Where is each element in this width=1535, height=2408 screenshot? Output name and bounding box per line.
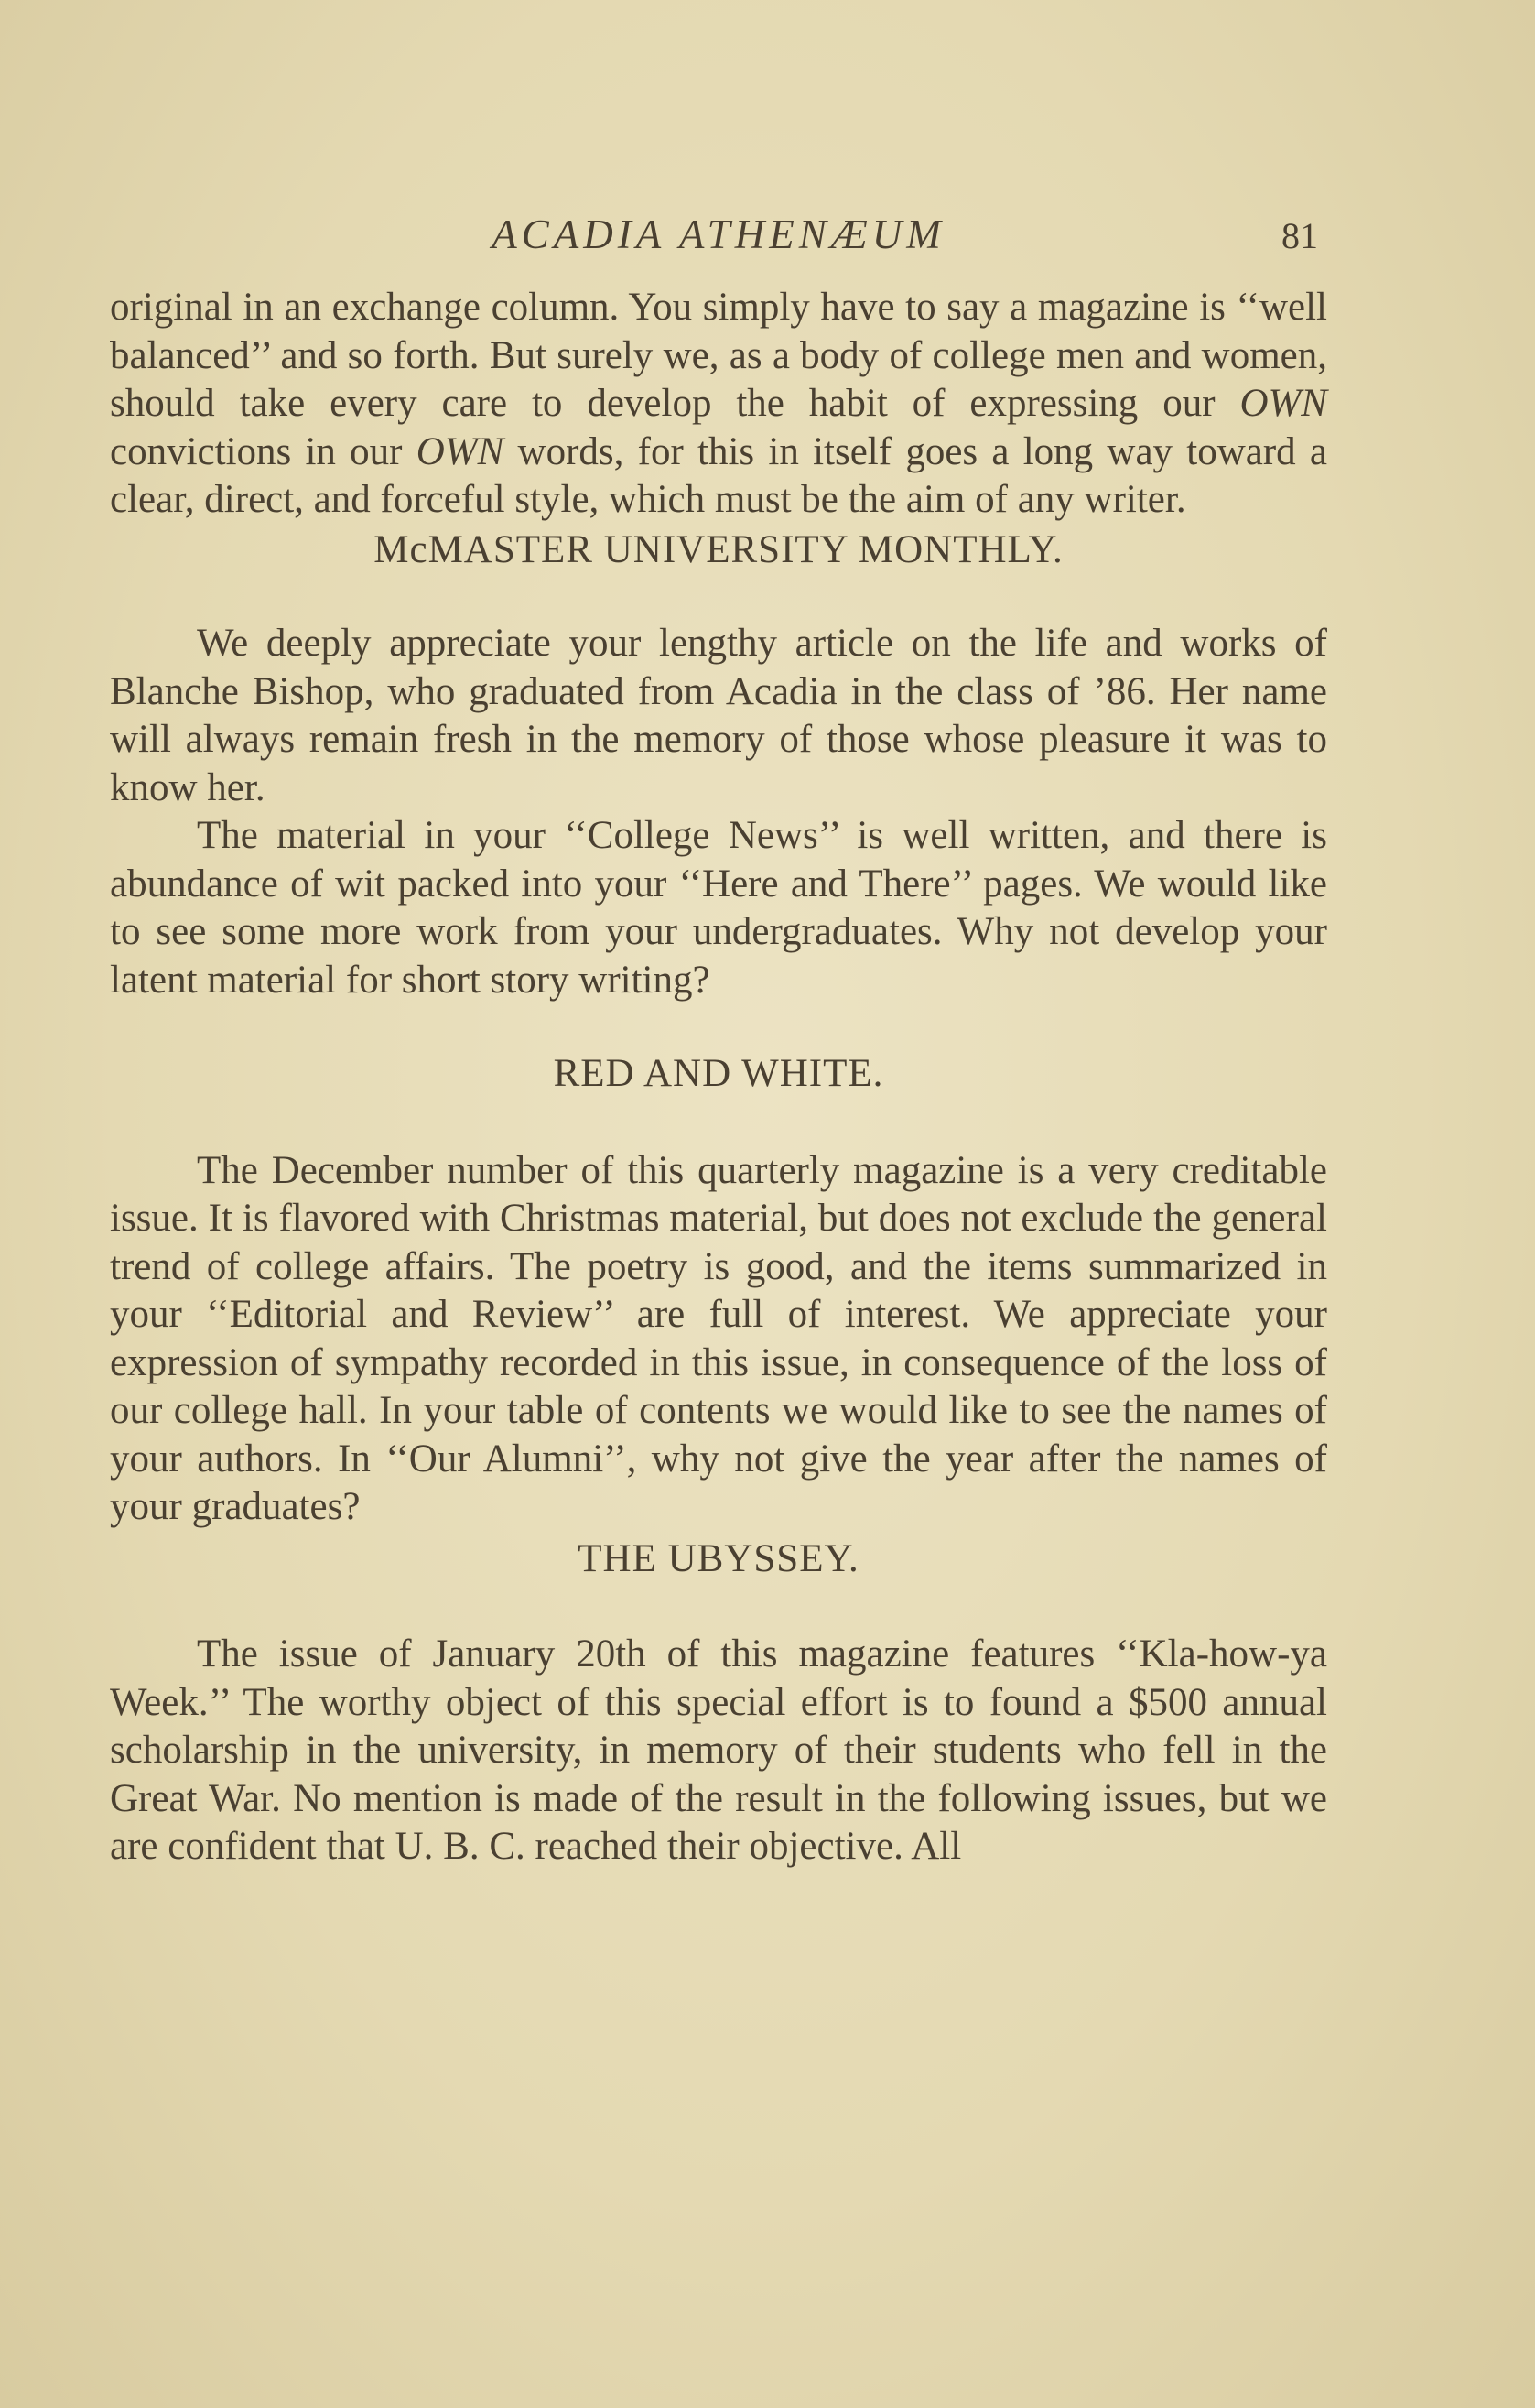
section-heading-ubyssey: THE UBYSSEY.: [578, 1536, 859, 1580]
mcmaster-paragraph-2: The material in your ‘‘College News’’ is well written, and there is abundance of wit packed into your ‘‘Here and There’’ pages. We would like to see some more work from your undergraduates. Why not develop your latent material for short story writing?: [110, 814, 1327, 1002]
intro-paragraph: [110, 284, 1327, 525]
page-body: [110, 211, 1327, 1871]
intro-emphasis-own-2: OWN: [416, 429, 504, 473]
ubyssey-paragraph-1: The issue of January 20th of this magazine features ‘‘Kla-how-ya Week.’’ The worthy object of this special effort is to found a $500 annual scholarship in the university, in memory of their students who fell in the Great War. No mention is made of the result in the following issues, but we are confident that U. B. C. reached their objective. All: [110, 1632, 1327, 1868]
intro-text-before: original in an exchange column. You simply have to say a magazine is ‘‘well balanced’’ and so forth. But surely we, as a body of college men and women, should take every care to develop the habit of expressing our: [110, 286, 1327, 425]
red-and-white-paragraph-1: The December number of this quarterly magazine is a very creditable issue. It is flavored with Christmas material, but does not exclude the general trend of college affairs. The poetry is good, and the items summarized in your ‘‘Editorial and Review’’ are full of interest. We appreciate your expression of sympathy recorded in this issue, in consequence of the loss of our college hall. In your table of contents we would like to see the names of your authors. In ‘‘Our Alumni’’, why not give the year after the names of your graduates?: [110, 1148, 1327, 1528]
mcmaster-paragraph-1: We deeply appreciate your lengthy article on the life and works of Blanche Bishop, who graduated from Acadia in the class of ’86. Her name will always remain fresh in the memory of those whose pleasure it was to know her.: [110, 622, 1327, 809]
running-title: ACADIA ATHENÆUM: [492, 212, 946, 257]
intro-emphasis-own-1: OWN: [1239, 382, 1327, 425]
page-number: 81: [1281, 215, 1318, 256]
intro-text-middle: convictions in our: [110, 429, 416, 473]
running-header: [110, 211, 1327, 266]
section-heading-mcmaster: McMASTER UNIVERSITY MONTHLY.: [373, 527, 1064, 571]
intro-text-after: words, for this in itself goes a long way toward a clear, direct, and forceful style, which must be the aim of any writer.: [110, 429, 1328, 521]
section-heading-red-and-white: RED AND WHITE.: [553, 1052, 884, 1095]
